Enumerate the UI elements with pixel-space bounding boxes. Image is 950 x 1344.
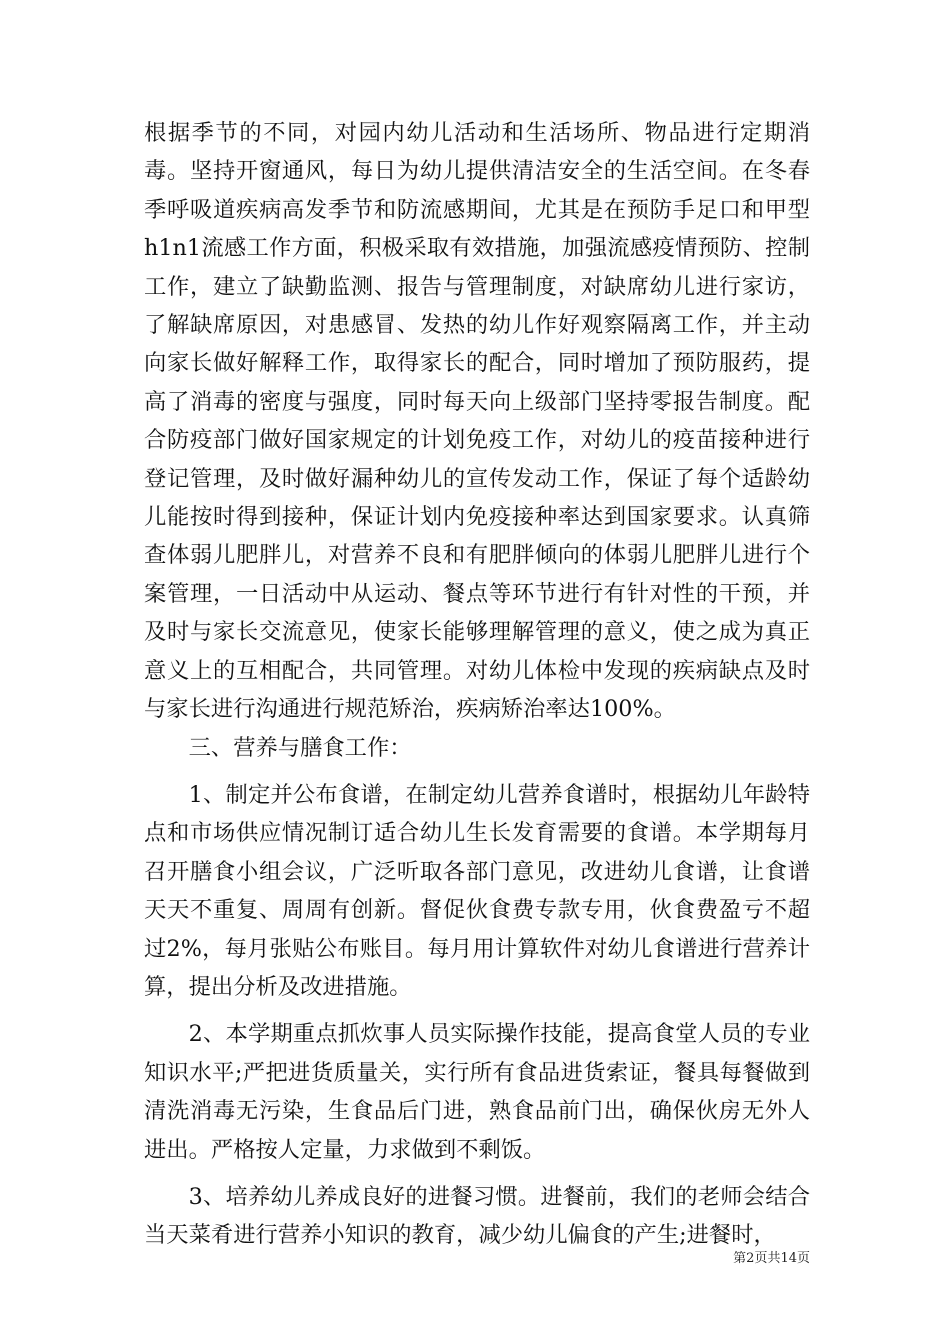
paragraph-hygiene: 根据季节的不同，对园内幼儿活动和生活场所、物品进行定期消毒。坚持开窗通风，每日为幼儿提供清洁安全的生活空间。在冬春季呼吸道疾病高发季节和防流感期间，尤其是在预防手足口和甲型h1n1流感工作方面，积极采取有效措施，加强流感疫情预防、控制工作，建立了缺勤监测、报告与管理制度，对缺席幼儿进行家访，了解缺席原因，对患感冒、发热的幼儿作好观察隔离工作，并主动向家长做好解释工作，取得家长的配合，同时增加了预防服药，提高了消毒的密度与强度，同时每天向上级部门坚持零报告制度。配合防疫部门做好国家规定的计划免疫工作，对幼儿的疫苗接种进行登记管理，及时做好漏种幼儿的宣传发动工作，保证了每个适龄幼儿能按时得到接种，保证计划内免疫接种率达到国家要求。认真筛查体弱儿肥胖儿，对营养不良和有肥胖倾向的体弱儿肥胖儿进行个案管理，一日活动中从运动、餐点等环节进行有针对性的干预，并及时与家长交流意见，使家长能够理解管理的意义，使之成为真正意义上的互相配合，共同管理。对幼儿体检中发现的疾病缺点及时与家长进行沟通进行规范矫治，疾病矫治率达100%。 (144, 120, 810, 723)
paragraph-kitchen-staff: 2、本学期重点抓炊事人员实际操作技能，提高食堂人员的专业知识水平;严把进货质量关，实行所有食品进货索证，餐具每餐做到清洗消毒无污染，生食品后门进，熟食品前门出，确保伙房无外人进出。严格按人定量，力求做到不剩饭。 (144, 1021, 810, 1163)
paragraph-eating-habits: 3、培养幼儿养成良好的进餐习惯。进餐前，我们的老师会结合当天菜肴进行营养小知识的教育，减少幼儿偏食的产生;进餐时， (144, 1183, 810, 1249)
section-heading-nutrition: 三、营养与膳食工作： (188, 734, 412, 761)
page-number-footer: 第2页共14页 (733, 1251, 810, 1266)
document-body (144, 114, 810, 1255)
paragraph-menu: 1、制定并公布食谱，在制定幼儿营养食谱时，根据幼儿年龄特点和市场供应情况制订适合幼儿生长发育需要的食谱。本学期每月召开膳食小组会议，广泛听取各部门意见，改进幼儿食谱，让食谱天天不重复、周周有创新。督促伙食费专款专用，伙食费盈亏不超过2%，每月张贴公布账目。每月用计算软件对幼儿食谱进行营养计算，提出分析及改进措施。 (144, 781, 810, 1000)
